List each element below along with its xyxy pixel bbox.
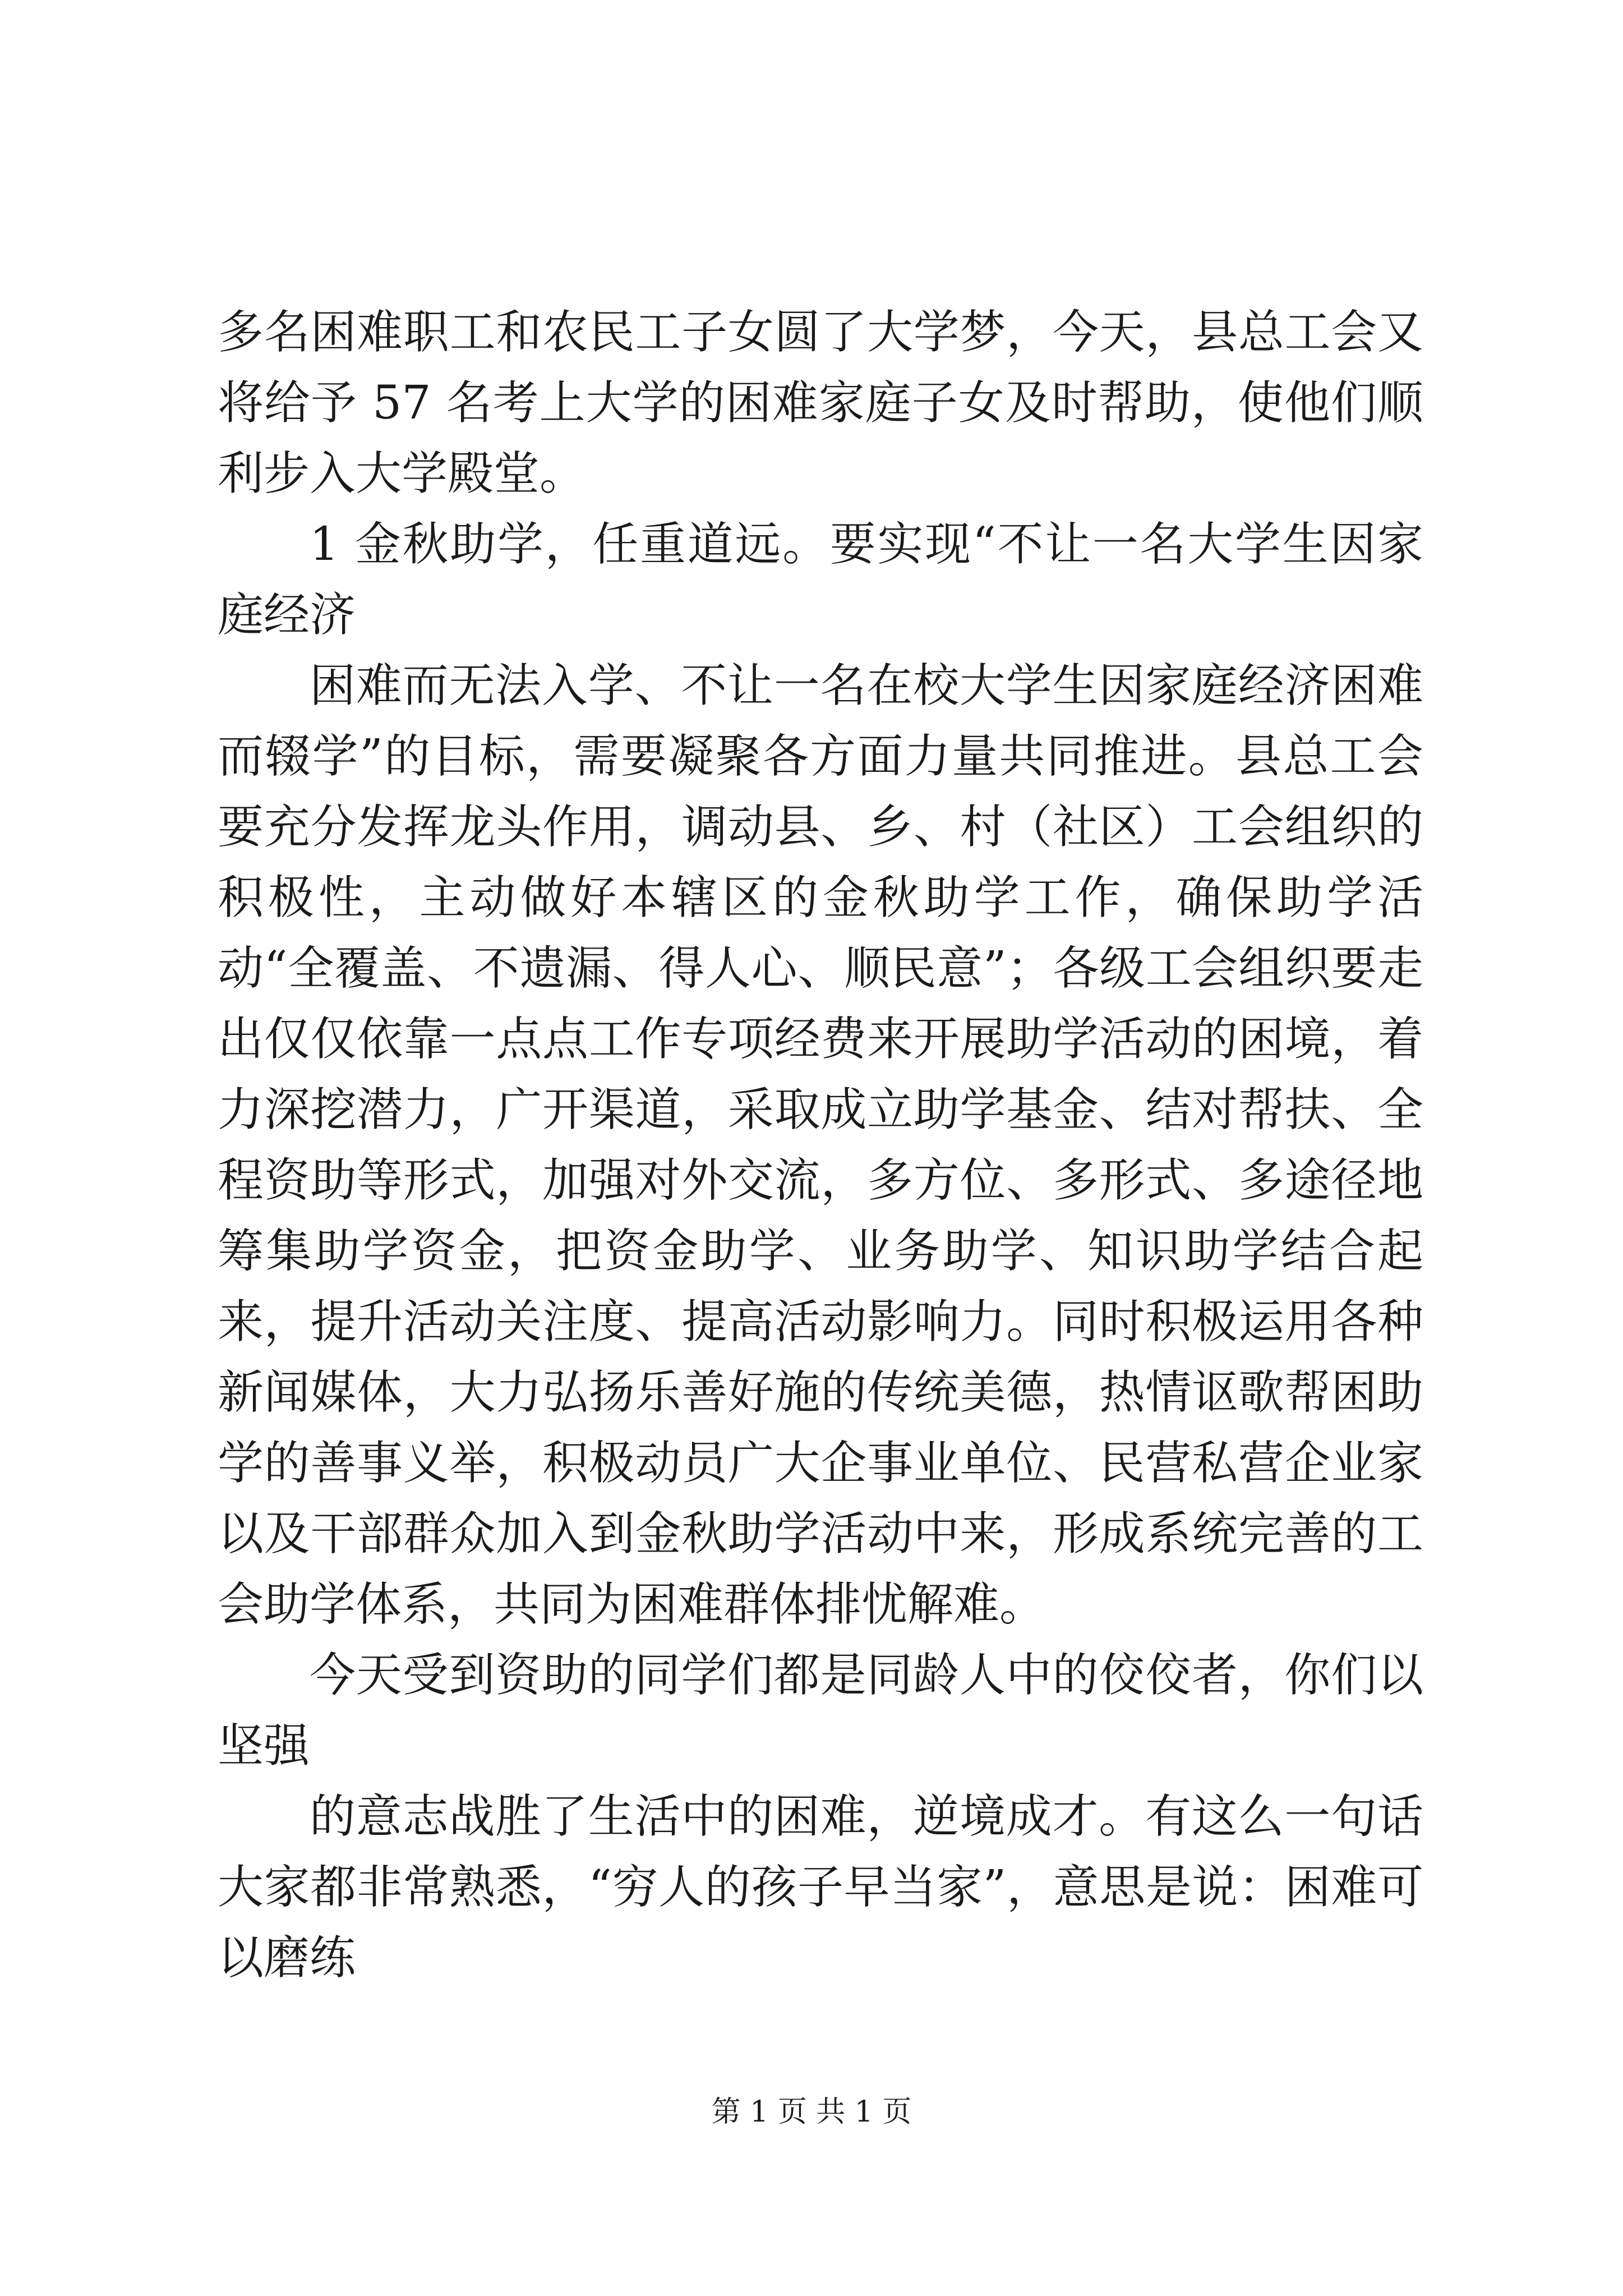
paragraph-p5: 的意志战胜了生活中的困难，逆境成才。有这么一句话大家都非常熟悉，“穷人的孩子早当家”，意思是说：困难可以磨练	[218, 1790, 1423, 1985]
paragraph-p1: 多名困难职工和农民工子女圆了大学梦，今天，县总工会又将给予 57 名考上大学的困难家庭子女及时帮助，使他们顺利步入大学殿堂。	[218, 306, 1423, 500]
paragraph-p2: 1 金秋助学，任重道远。要实现“不让一名大学生因家庭经济	[218, 518, 1423, 642]
document-body	[218, 297, 1423, 1994]
paragraph-p3: 困难而无法入学、不让一名在校大学生因家庭经济困难而辍学”的目标，需要凝聚各方面力量共同推进。县总工会要充分发挥龙头作用，调动县、乡、村（社区）工会组织的积极性，主动做好本辖区的金秋助学工作，确保助学活动“全覆盖、不遗漏、得人心、顺民意”；各级工会组织要走出仅仅依靠一点点工作专项经费来开展助学活动的困境，着力深挖潜力，广开渠道，采取成立助学基金、结对帮扶、全程资助等形式，加强对外交流，多方位、多形式、多途径地筹集助学资金，把资金助学、业务助学、知识助学结合起来，提升活动关注度、提高活动影响力。同时积极运用各种新闻媒体，大力弘扬乐善好施的传统美德，热情讴歌帮困助学的善事义举，积极动员广大企事业单位、民营私营企业家以及干部群众加入到金秋助学活动中来，形成系统完善的工会助学体系，共同为困难群体排忧解难。	[218, 659, 1423, 1631]
page-footer: 第 1 页 共 1 页	[711, 2095, 912, 2129]
paragraph-p4: 今天受到资助的同学们都是同龄人中的佼佼者，你们以坚强	[218, 1649, 1423, 1773]
